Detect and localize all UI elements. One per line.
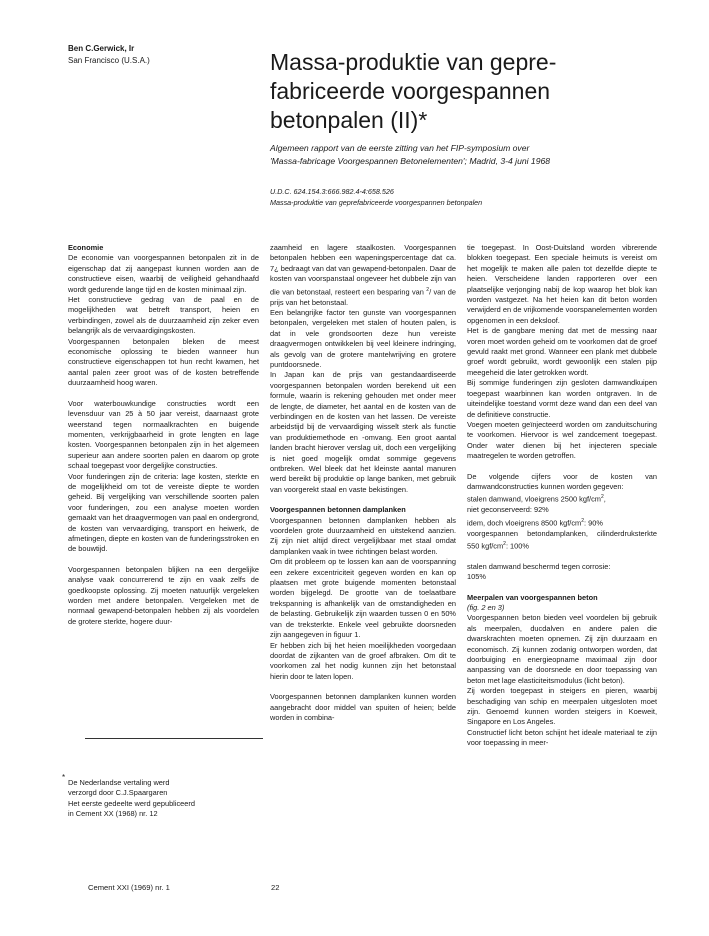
paragraph: Bij sommige funderingen zijn gesloten damwandkuipen toegepast waarbinnen kan worden ontgraven. In de uiteindelijke toestand vormt deze wand dan een deel van de definitieve constructie. [467,378,657,419]
udc-keywords: Massa-produktie van geprefabriceerde voorgespannen betonpalen [270,198,483,207]
text-column-3 [467,243,657,749]
journal-footer: Cement XXI (1969) nr. 1 [88,883,170,892]
cost-line [467,492,657,505]
author-name: Ben C.Gerwick, Ir [68,44,135,53]
cost-line: niet geconserveerd: 92% [467,505,549,515]
paragraph: Voorgespannen beton bieden veel voordelen bij gebruik als meerpalen, ducdalven en andere palen die dwarskrachten moeten opnemen. Zij zijn duurzaam en economisch. Zij kunnen zodanig ontworpen worden, dat doorbuiging en energieopname maximaal zijn door aanpassing van de doorsnede en door toepassing van beton met lage elasticiteitsmodulus (licht beton). [467,613,657,685]
paragraph: De volgende cijfers voor de kosten van damwandconstructies kunnen worden gegeven: [467,471,657,491]
paragraph: In Japan kan de prijs van gestandaardiseerde voorgespannen betonpalen worden berekend uit een formule, waarin is rekening gehouden met onder meer de lengte, de diameter, het aantal en de kosten van de verbindingen en de kosten van het lassen. De vereiste arbeidstijd bij de vervaardiging wisselt sterk als functie van produktiemethode en -omvang. Een groot aantal landen bracht hierover verslag uit, doch een vergelijking is niet goed mogelijk omdat sommige gegevens ontbreken. Wel bleek dat het kleinste aantal manuren werd bereikt bij produktie op lange banken, met gebruik van voorgerekt staal en vaste bekistingen. [270,370,456,494]
paragraph: Voorgespannen betonnen damplanken kunnen worden aangebracht door middel van spuiten of heien; belde worden in combina- [270,692,456,722]
text-column-1 [68,243,259,627]
footnote-mark: * [62,773,66,782]
article-title: Massa-produktie van gepre- fabriceerde voorgespannen betonpalen (II)* [270,49,557,133]
paragraph: tie toegepast. In Oost-Duitsland worden vibrerende blokken toegepast. Een speciale heimuts is vereist om het mogelijk te maken alle palen tot dezelfde diepte te heien. Verscheidene landen rapporteren over een plaatselijke verjonging nabij de kop waarop het blok kan worden vastgezet. Na het heien kan dit beton worden verwijderd en de vrijkomende voorspanelementen worden opgenomen in een deksloof. [467,243,657,325]
superscript: 2 [426,286,430,293]
cost-line [467,529,657,552]
superscript: 2 [581,517,584,524]
author-block [68,43,150,67]
page-number: 22 [271,883,280,892]
cost-text: , [603,494,606,504]
paragraph: Voorgespannen betonpalen blijken na een dergelijke analyse vaak concurrerend te zijn en vaak zelfs de goedkoopste oplossing. Zij moeten natuurlijk vergeleken worden met andere betonpalen. Vergeleken met de normaal gewapend-betonpalen hebben zij als voordelen de grotere sterkte, hogere duur- [68,564,259,626]
article-subtitle: Algemeen rapport van de eerste zitting van het FIP-symposium over 'Massa-fabricage Voorgespannen Betonelementen'; Madrid, 3-4 juni 1968 [270,143,551,166]
section-heading-economie: Economie [68,243,104,252]
cost-line: stalen damwand beschermd tegen corrosie: [467,561,611,571]
figure-reference: (fig. 2 en 3) [467,603,505,612]
cost-text: stalen damwand, vloeigrens 2500 kgf/cm [467,494,601,504]
text-column-2 [270,243,456,723]
cost-text: idem, doch vloeigrens 8500 kgf/cm [467,518,582,528]
paragraph: Voor waterbouwkundige constructies wordt een levensduur van 25 à 50 jaar vereist, daarnaast grote weerstand tegen normaalkrachten en buigende momenten, verkrijgbaarheid in grote lengten en lage kosten. Voorgespannen betonpalen zijn in het algemeen superieur aan andere soorten palen en daarom op grote schaal toegepast voor dergelijke constructies. [68,398,259,471]
paragraph: Het is de gangbare mening dat met de messing naar voren moet worden geheid om te voorkomen dat de groef gevuld raakt met grond. Wanneer een plank met dubbele groef wordt gebruikt, wordt gewoonlijk een stalen pijp meegeheid die later getrokken wordt. [467,326,657,377]
paragraph: Voorgespannen betonpalen bleken de meest economische oplossing te bieden wanneer hun constructieve eigenschappen tot hun recht kwamen, het aantal palen zeer groot was of de kosten betreffende duurzaamheid hoog waren. [68,336,259,388]
paragraph: Er hebben zich bij het heien moeilijkheden voorgedaan doordat de zijkanten van de groef afbraken. Om dit te voorkomen zal het nodig kunnen zijn het betonstaal hierin door te laten lopen. [270,640,456,681]
cost-text: : 100% [505,541,529,551]
cost-text: voorgespannen betondamplanken, cilinderdruksterkte 550 kgf/cm [467,528,657,551]
cost-line: 105% [467,572,486,582]
paragraph: Een belangrijke factor ten gunste van voorgespannen betonpalen, vergeleken met stalen of houten palen, is dat in vele grondsoorten deze hun vereiste draagvermogen ontwikkelen bij veel kleinere indringing, als gevolg van de grotere mantelwrijving en grotere puntdoorsnede. [270,307,456,369]
paragraph: Om dit probleem op te lossen kan aan de voorspanning een zekere excentriciteit gegeven worden en kan op plaatsen met grote buigende momenten betonstaal worden bijgelegd. De grootte van de toelaatbare trekspanning is afhankelijk van de omstandigheden en de belasting. Gebruikelijk zijn waarden tussen 0 en 50% van de treksterkte. Enkele veel gebruikte doorsneden zijn aangegeven in figuur 1. [270,557,456,640]
udc-code: U.D.C. 624.154.3:666.982.4-4:658.526 [270,187,394,196]
paragraph: Zij worden toegepast in steigers en pieren, waarbij beschadiging van schip en meerpalen uitgesloten moet zijn. Genoemd kunnen worden steigers in Koeweit, Singapore en Los Angeles. [467,686,657,727]
paragraph: De economie van voorgespannen betonpalen zit in de eigenschap dat zij aangepast kunnen worden aan de constructieve eisen, waarbij de veiligheid gehandhaafd wordt gedurende lange tijd en de kosten minimaal zijn. [68,253,259,294]
footnote-rule [85,738,263,739]
paragraph [270,243,456,308]
cost-text: : 90% [584,518,603,528]
udc-block [270,186,690,208]
paragraph: Constructief licht beton schijnt het ideale materiaal te zijn voor toepassing in meer- [467,727,657,748]
superscript: 2 [503,540,506,547]
paragraph: Voegen moeten geïnjecteerd worden om zanduitschuring te voorkomen. Hiervoor is wel zandcement toegepast. Onder water dienen bij het injecteren speciale maatregelen te worden getroffen. [467,419,657,461]
author-location: San Francisco (U.S.A.) [68,56,150,65]
paragraph-text: zaamheid en lagere staalkosten. Voorgespannen betonpalen hebben een wapeningspercentage dat ca. 7¿ bedraagt van dat van gewapend-betonpalen. Daar de kosten van voorspanstaal ongeveer het dubbele zijn van die van betonstaal, resteert een besparing van [270,243,456,297]
paragraph: Voorgespannen betonnen damplanken hebben als voordelen grote duurzaamheid en uitstekend aanzien. Zij zijn niet altijd direct vergelijkbaar met staal omdat damplanken vaak in twee richtingen belast worden. [270,515,456,556]
paragraph: Voor funderingen zijn de criteria: lage kosten, sterkte en de mogelijkheid om tot de vereiste diepte te worden geheid. Bij vergelijking van verschillende soorten palen voor funderingen, zou een analyse moeten worden gemaakt van het draagvermogen van paal en ondergrond, de kosten van vervaardiging, transport en heiwerk, de afmetingen, diepte en kosten van de funderingsstroken en de bouwtijd. [68,471,259,554]
section-heading-meerpalen: Meerpalen van voorgespannen beton [467,592,598,602]
paragraph: Het constructieve gedrag van de paal en de mogelijkheden wat betreft transport, heien en verbindingen, zowel als de duurzaamheid zijn zeker even belangrijk als de vervaardigingskosten. [68,295,259,336]
cost-line [467,516,657,529]
paragraph-text: / van de prijs van het betonstaal. [270,287,456,307]
section-heading-damplanken: Voorgespannen betonnen damplanken [270,505,406,515]
footnote-text: De Nederlandse vertaling werd verzorgd door C.J.Spaargaren Het eerste gedeelte werd gepubliceerd in Cement XX (1968) nr. 12 [68,778,195,819]
superscript: 2 [600,494,604,501]
